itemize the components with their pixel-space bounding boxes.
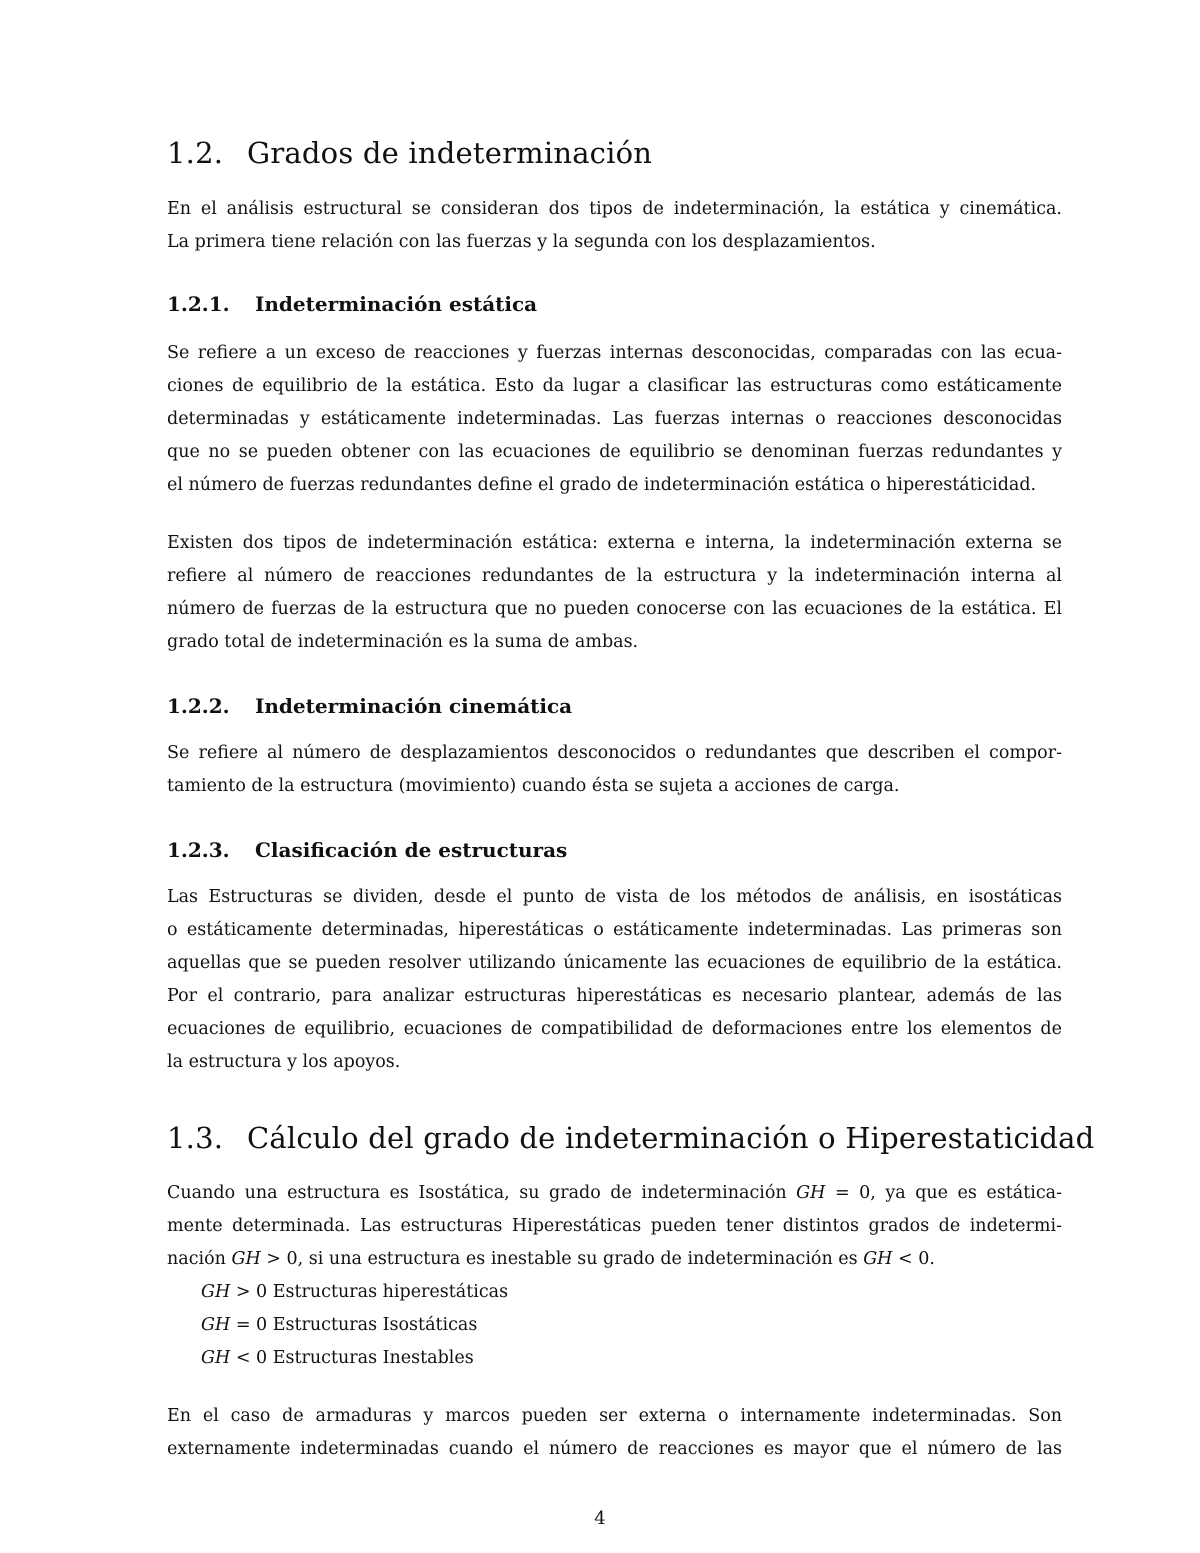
math-symbol: GH [231, 1249, 261, 1269]
paragraph-line: La primera tiene relación con las fuerzas y la segunda con los desplazamientos. [167, 232, 876, 252]
formula-case-hyperstatic: GH > 0 Estructuras hiperestáticas [201, 1282, 509, 1302]
math-symbol: GH [863, 1249, 893, 1269]
section-title: Grados de indeterminación [247, 136, 653, 170]
section-number: 1.3. [167, 1121, 224, 1155]
page-number: 4 [594, 1508, 606, 1529]
paragraph-line: Por el contrario, para analizar estructuras hiperestáticas es necesario plantear, además de las [167, 986, 1062, 1006]
formula-case-unstable: GH < 0 Estructuras Inestables [201, 1348, 474, 1368]
paragraph-line: En el análisis estructural se consideran dos tipos de indeterminación, la estática y cinemática. [167, 199, 1062, 219]
subsection-heading-1-2-2 [167, 694, 572, 718]
paragraph-line: ecuaciones de equilibrio, ecuaciones de compatibilidad de deformaciones entre los elementos de [167, 1019, 1062, 1039]
subsection-title: Clasificación de estructuras [255, 838, 568, 862]
paragraph-line: En el caso de armaduras y marcos pueden ser externa o internamente indeterminadas. Son [167, 1406, 1062, 1426]
section-title: Cálculo del grado de indeterminación o Hiperestaticidad [247, 1121, 1095, 1155]
section-heading-1-3 [167, 1121, 1094, 1155]
paragraph-line: aquellas que se pueden resolver utilizando únicamente las ecuaciones de equilibrio de la estática. [167, 953, 1062, 973]
section-number: 1.2. [167, 136, 224, 170]
paragraph-line: el número de fuerzas redundantes define el grado de indeterminación estática o hiperestáticidad. [167, 475, 1037, 495]
paragraph-line: ciones de equilibrio de la estática. Esto da lugar a clasificar las estructuras como estáticamente [167, 376, 1062, 396]
subsection-title: Indeterminación cinemática [255, 694, 573, 718]
paragraph-line: mente determinada. Las estructuras Hiperestáticas pueden tener distintos grados de indetermi- [167, 1216, 1062, 1236]
math-symbol: GH [796, 1183, 826, 1203]
paragraph-line: externamente indeterminadas cuando el número de reacciones es mayor que el número de las [167, 1439, 1062, 1459]
paragraph-line: Cuando una estructura es Isostática, su grado de indeterminación GH = 0, ya que es estática- [167, 1183, 1062, 1203]
paragraph-line: Se refiere a un exceso de reacciones y fuerzas internas desconocidas, comparadas con las ecua- [167, 343, 1062, 363]
subsection-title: Indeterminación estática [255, 292, 538, 316]
paragraph-line: tamiento de la estructura (movimiento) cuando ésta se sujeta a acciones de carga. [167, 776, 900, 796]
formula-case-isostatic: GH = 0 Estructuras Isostáticas [201, 1315, 478, 1335]
paragraph-line: número de fuerzas de la estructura que no pueden conocerse con las ecuaciones de la estática. El [167, 599, 1062, 619]
subsection-heading-1-2-3 [167, 838, 567, 862]
subsection-number: 1.2.1. [167, 292, 230, 316]
subsection-heading-1-2-1 [167, 292, 537, 316]
section-heading-1-2 [167, 136, 652, 170]
paragraph-line: Se refiere al número de desplazamientos desconocidos o redundantes que describen el compor- [167, 743, 1062, 763]
subsection-number: 1.2.2. [167, 694, 230, 718]
paragraph-line: Las Estructuras se dividen, desde el punto de vista de los métodos de análisis, en isostáticas [167, 887, 1062, 907]
paragraph-line: nación GH > 0, si una estructura es inestable su grado de indeterminación es GH < 0. [167, 1249, 935, 1269]
paragraph-line: la estructura y los apoyos. [167, 1052, 401, 1072]
paragraph-line: o estáticamente determinadas, hiperestáticas o estáticamente indeterminadas. Las primeras son [167, 920, 1062, 940]
paragraph-line: refiere al número de reacciones redundantes de la estructura y la indeterminación interna al [167, 566, 1062, 586]
paragraph-line: grado total de indeterminación es la suma de ambas. [167, 632, 639, 652]
paragraph-line: Existen dos tipos de indeterminación estática: externa e interna, la indeterminación externa se [167, 533, 1062, 553]
paragraph-line: determinadas y estáticamente indeterminadas. Las fuerzas internas o reacciones desconocidas [167, 409, 1062, 429]
paragraph-line: que no se pueden obtener con las ecuaciones de equilibrio se denominan fuerzas redundantes y [167, 442, 1062, 462]
subsection-number: 1.2.3. [167, 838, 230, 862]
